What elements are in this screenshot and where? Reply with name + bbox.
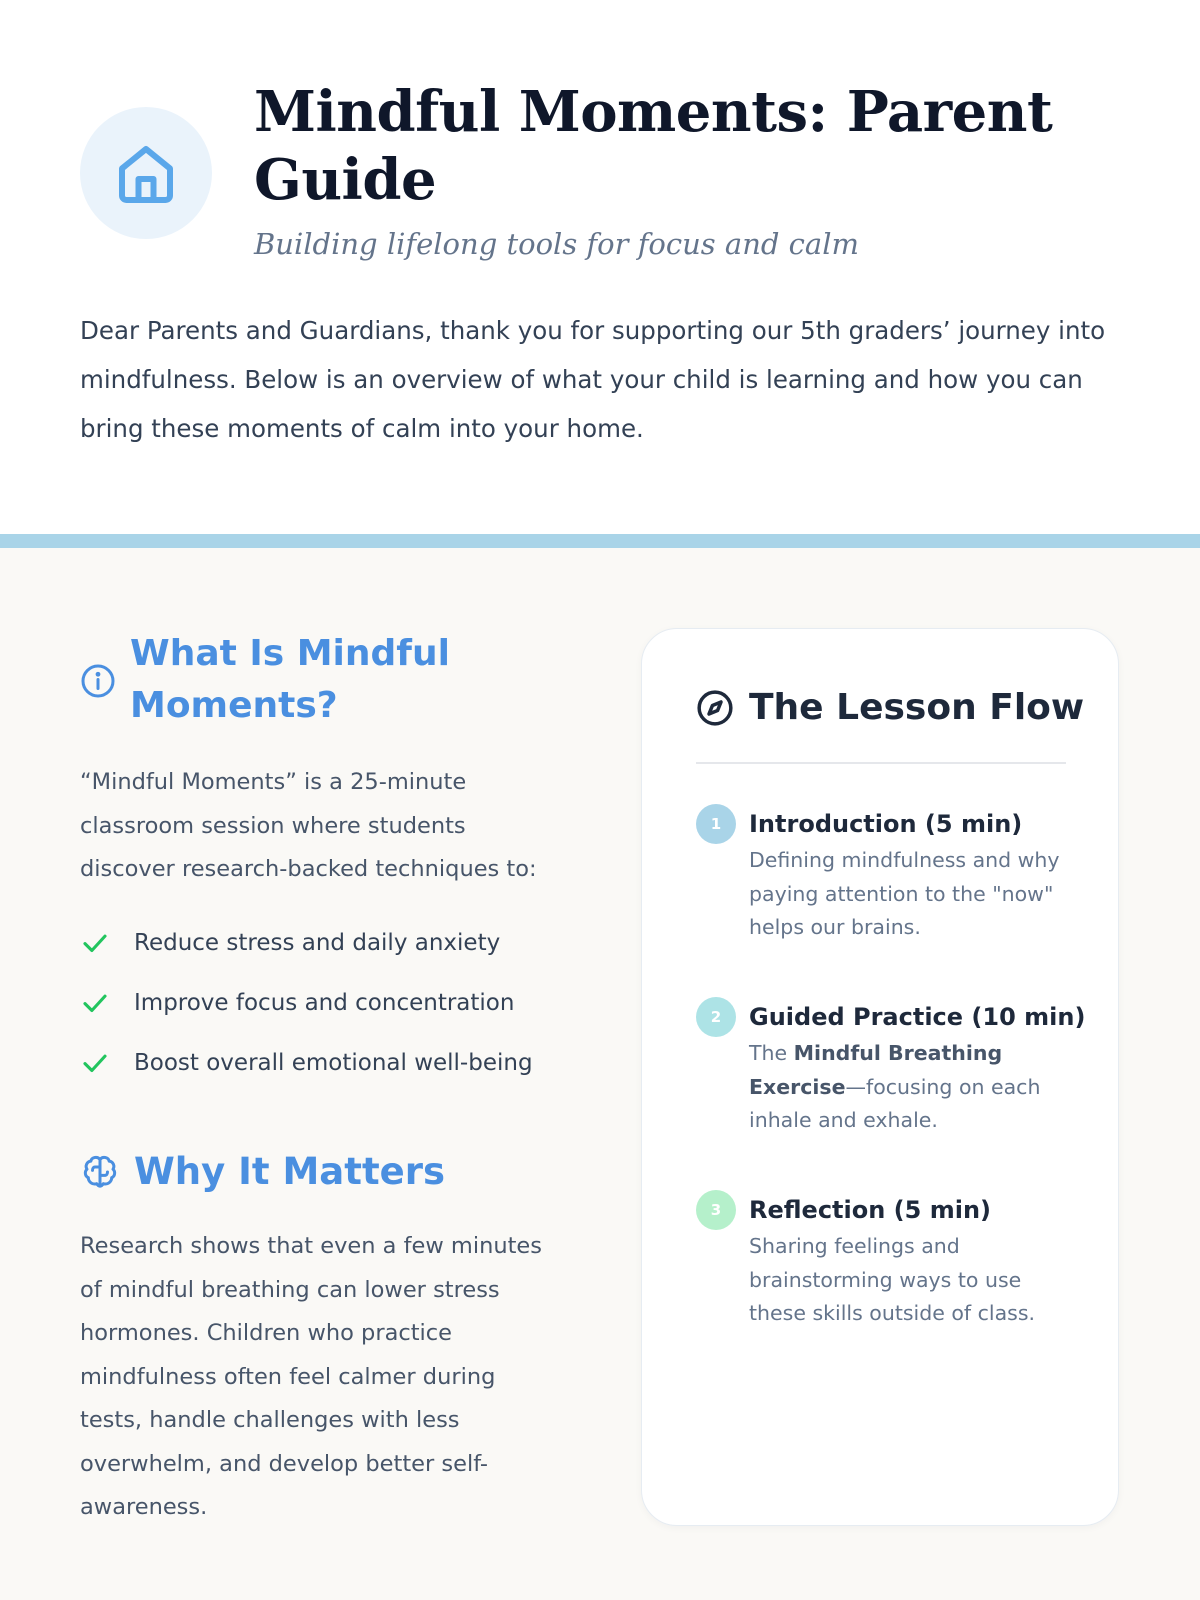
- step-description-highlight: Mindful Breathing Exercise: [749, 1041, 1003, 1099]
- home-icon: [110, 137, 182, 209]
- step-title: Reflection (5 min): [749, 1196, 991, 1224]
- step-title: Guided Practice (10 min): [749, 1003, 1086, 1031]
- check-icon: [80, 1048, 110, 1078]
- card-divider: [696, 762, 1066, 764]
- what-section-body: “Mindful Moments” is a 25-minute classroom session where students discover research-backed techniques to:: [80, 769, 537, 882]
- home-icon-circle: [80, 107, 212, 239]
- page-title: Mindful Moments: Parent Guide: [254, 79, 1053, 213]
- what-section-title: What Is Mindful Moments?: [130, 633, 450, 726]
- step-description-suffix: —focusing on each inhale and exhale.: [749, 1074, 1041, 1132]
- page-subtitle: Building lifelong tools for focus and calm: [254, 227, 859, 261]
- compass-icon: [696, 689, 734, 727]
- step-description: [749, 1037, 1069, 1138]
- check-icon: [80, 928, 110, 958]
- checklist-item: [80, 973, 600, 1033]
- header-section: [0, 0, 1200, 534]
- lesson-flow-title: The Lesson Flow: [749, 687, 1085, 728]
- why-section-title: Why It Matters: [134, 1150, 446, 1193]
- step-number-badge: 3: [696, 1190, 736, 1230]
- brain-icon: [80, 1152, 120, 1192]
- divider-band: [0, 534, 1200, 548]
- why-section-body: Research shows that even a few minutes of mindful breathing can lower stress hormones. Children who practice mindfulness often feel calmer during tests, handle challenges with less overwhelm, and develop better self-awareness.: [80, 1233, 542, 1520]
- step-description: Sharing feelings and brainstorming ways to use these skills outside of class.: [749, 1234, 1036, 1325]
- checklist-item-text: Reduce stress and daily anxiety: [134, 930, 501, 956]
- step-title: Introduction (5 min): [749, 810, 1023, 838]
- step-description-prefix: The: [749, 1041, 794, 1065]
- checklist-item-text: Boost overall emotional well-being: [134, 1050, 533, 1076]
- checklist-item: [80, 913, 600, 973]
- step-description: Defining mindfulness and why paying attention to the "now" helps our brains.: [749, 848, 1060, 939]
- benefits-checklist: [80, 913, 600, 1093]
- intro-paragraph: Dear Parents and Guardians, thank you for supporting our 5th graders’ journey into mindfulness. Below is an overview of what your child is learning and how you can bring these moments of calm into your home.: [80, 316, 1106, 443]
- check-icon: [80, 988, 110, 1018]
- info-icon: [80, 663, 116, 699]
- checklist-item-text: Improve focus and concentration: [134, 990, 515, 1016]
- checklist-item: [80, 1033, 600, 1093]
- step-number-badge: 1: [696, 804, 736, 844]
- step-number-badge: 2: [696, 997, 736, 1037]
